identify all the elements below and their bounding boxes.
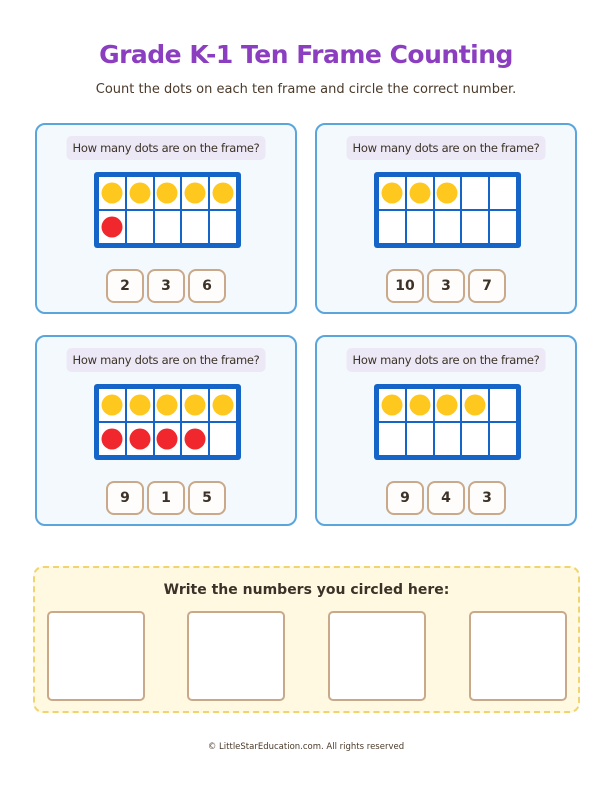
frame-cell: [182, 389, 208, 421]
yellow-dot: [185, 395, 206, 416]
yellow-dot: [157, 183, 178, 204]
yellow-dot: [129, 395, 150, 416]
frame-cell: [407, 211, 433, 243]
frame-cell: [379, 389, 405, 421]
answer-choices: [37, 269, 295, 303]
ten-frame: [94, 172, 241, 248]
choice-button[interactable]: 7: [468, 269, 506, 303]
yellow-dot: [437, 395, 458, 416]
frame-cell: [435, 211, 461, 243]
yellow-dot: [157, 395, 178, 416]
frame-cell: [407, 423, 433, 455]
ten-frame: [374, 384, 521, 460]
choice-button[interactable]: 9: [106, 481, 144, 515]
choice-button[interactable]: 9: [386, 481, 424, 515]
yellow-dot: [213, 183, 234, 204]
choice-button[interactable]: 1: [147, 481, 185, 515]
frame-cell: [210, 177, 236, 209]
frame-cell: [407, 177, 433, 209]
answer-panel: [33, 566, 580, 713]
ten-frame-card-4: [315, 335, 577, 526]
frame-cell: [462, 211, 488, 243]
frame-cell: [435, 389, 461, 421]
frame-cell: [99, 177, 125, 209]
yellow-dot: [465, 395, 486, 416]
page-title: Grade K-1 Ten Frame Counting: [99, 40, 513, 69]
frame-cell: [462, 389, 488, 421]
yellow-dot: [129, 183, 150, 204]
frame-cell: [127, 389, 153, 421]
yellow-dot: [381, 183, 402, 204]
frame-cell: [435, 423, 461, 455]
frame-cell: [379, 177, 405, 209]
yellow-dot: [437, 183, 458, 204]
yellow-dot: [101, 183, 122, 204]
answer-box-4[interactable]: [469, 611, 567, 701]
frame-cell: [99, 423, 125, 455]
ten-frame-card-2: [315, 123, 577, 314]
answer-box-3[interactable]: [328, 611, 426, 701]
red-dot: [157, 429, 178, 450]
choice-button[interactable]: 3: [147, 269, 185, 303]
red-dot: [185, 429, 206, 450]
frame-cell: [462, 423, 488, 455]
frame-cell: [127, 177, 153, 209]
frame-cell: [99, 211, 125, 243]
yellow-dot: [101, 395, 122, 416]
red-dot: [129, 429, 150, 450]
instructions: Count the dots on each ten frame and circle the correct number.: [95, 82, 517, 97]
yellow-dot: [213, 395, 234, 416]
frame-cell: [155, 211, 181, 243]
red-dot: [101, 217, 122, 238]
yellow-dot: [185, 183, 206, 204]
frame-cell: [210, 211, 236, 243]
answer-heading: Write the numbers you circled here:: [163, 582, 450, 598]
yellow-dot: [409, 183, 430, 204]
frame-cell: [127, 211, 153, 243]
red-dot: [101, 429, 122, 450]
answer-choices: [317, 269, 575, 303]
frame-cell: [379, 211, 405, 243]
frame-cell: [407, 389, 433, 421]
frame-cell: [435, 177, 461, 209]
choice-button[interactable]: 2: [106, 269, 144, 303]
choice-button[interactable]: 3: [427, 269, 465, 303]
ten-frame-card-3: [35, 335, 297, 526]
frame-cell: [490, 423, 516, 455]
choice-button[interactable]: 3: [468, 481, 506, 515]
frame-cell: [379, 423, 405, 455]
frame-cell: [490, 389, 516, 421]
question-label: How many dots are on the frame?: [67, 136, 266, 160]
frame-cell: [210, 389, 236, 421]
frame-cell: [99, 389, 125, 421]
frame-cell: [490, 211, 516, 243]
answer-box-1[interactable]: [47, 611, 145, 701]
choice-button[interactable]: 10: [386, 269, 424, 303]
frame-cell: [127, 423, 153, 455]
frame-cell: [210, 423, 236, 455]
question-label: How many dots are on the frame?: [347, 348, 546, 372]
ten-frame: [94, 384, 241, 460]
question-label: How many dots are on the frame?: [67, 348, 266, 372]
frame-cell: [155, 423, 181, 455]
frame-cell: [462, 177, 488, 209]
yellow-dot: [381, 395, 402, 416]
frame-cell: [182, 211, 208, 243]
answer-choices: [317, 481, 575, 515]
frame-cell: [182, 423, 208, 455]
question-label: How many dots are on the frame?: [347, 136, 546, 160]
frame-cell: [155, 389, 181, 421]
yellow-dot: [409, 395, 430, 416]
ten-frame-card-1: [35, 123, 297, 314]
choice-button[interactable]: 6: [188, 269, 226, 303]
choice-button[interactable]: 4: [427, 481, 465, 515]
answer-box-2[interactable]: [187, 611, 285, 701]
answer-choices: [37, 481, 295, 515]
choice-button[interactable]: 5: [188, 481, 226, 515]
ten-frame: [374, 172, 521, 248]
frame-cell: [490, 177, 516, 209]
frame-cell: [182, 177, 208, 209]
copyright-footer: © LittleStarEducation.com. All rights reserved: [207, 742, 405, 752]
frame-cell: [155, 177, 181, 209]
